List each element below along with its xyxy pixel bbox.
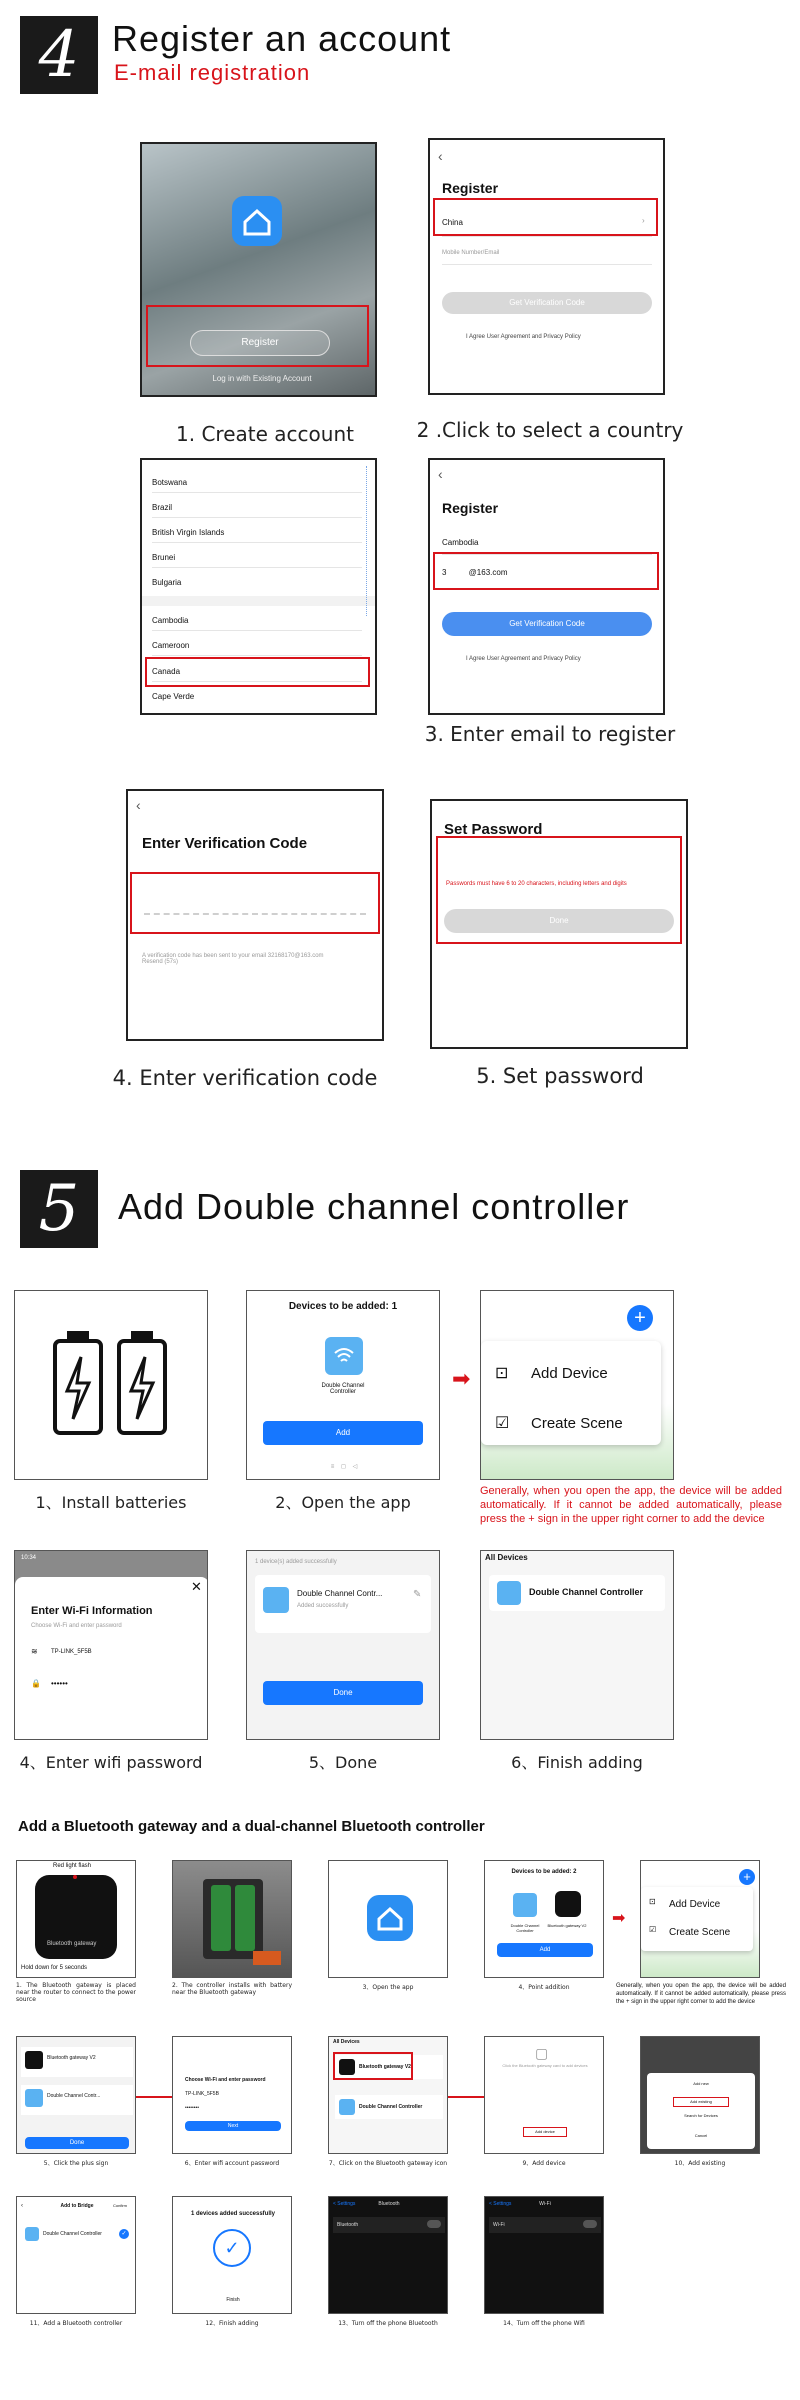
caption-wifi-password: 4、Enter wifi password	[19, 1753, 203, 1772]
add-device-note: Click the Bluetooth gateway card to add devices	[502, 2063, 588, 2068]
panel-bt-off	[328, 2196, 448, 2314]
bluetooth-section-title: Add a Bluetooth gateway and a dual-channel Bluetooth controller	[18, 1818, 485, 1835]
caption-done: 5、Done	[308, 1753, 378, 1772]
panel-wifi-off	[484, 2196, 604, 2314]
all-devices-heading: All Devices	[485, 1553, 528, 1562]
plus-icon[interactable]: +	[739, 1869, 755, 1885]
register-button[interactable]: Register	[190, 330, 330, 356]
wifi-device-icon	[339, 2099, 355, 2115]
add-to-bridge-heading: Add to Bridge	[60, 2203, 94, 2209]
device-name[interactable]: Bluetooth gateway V2	[359, 2064, 411, 2070]
email-input[interactable]: Mobile Number/Email	[442, 250, 500, 256]
list-item[interactable]: Cambodia	[152, 616, 189, 625]
alphabet-index-scrollbar[interactable]	[366, 466, 370, 616]
back-icon[interactable]: ‹	[438, 148, 443, 164]
devices-to-add-heading: Devices to be added: 1	[288, 1301, 398, 1312]
next-button[interactable]: Next	[185, 2121, 281, 2131]
cancel-option[interactable]: Cancel	[694, 2133, 708, 2138]
wifi-device-icon	[25, 2089, 43, 2107]
highlight-code	[130, 872, 380, 934]
gateway-device-icon	[555, 1891, 581, 1917]
devices-to-add-heading: Devices to be added: 2	[511, 1869, 577, 1875]
bt-caption-10: 10、Add existing	[674, 2160, 726, 2167]
create-scene-menu-item[interactable]: Create Scene	[531, 1415, 623, 1432]
back-icon[interactable]: ‹	[438, 466, 443, 482]
add-device-button[interactable]: Add device	[523, 2127, 567, 2137]
red-light-label: Red light flash	[53, 1863, 92, 1869]
wifi-icon: ≋	[31, 1647, 38, 1656]
finish-button[interactable]: Finish	[226, 2297, 240, 2303]
list-item[interactable]: Canada	[152, 667, 181, 676]
device-name: Double Channel Contr...	[297, 1589, 383, 1598]
panel-bt-add-menu	[640, 1860, 760, 1978]
country-field[interactable]: Cambodia	[442, 538, 479, 547]
step-number-badge: 4	[20, 16, 98, 94]
bt-caption-14: 14、Turn off the phone Wifi	[503, 2320, 585, 2327]
highlight-email	[433, 552, 659, 590]
wifi-device-icon	[513, 1893, 537, 1917]
panel-bt-open-app	[328, 1860, 448, 1978]
confirm-button[interactable]: Confirm	[113, 2203, 128, 2208]
wifi-device-icon	[325, 1337, 363, 1375]
caption-install-batteries: 1、Install batteries	[35, 1493, 187, 1512]
bt-caption-12: 12、Finish adding	[205, 2320, 259, 2327]
bluetooth-heading: Bluetooth	[378, 2201, 400, 2207]
panel-done	[246, 1550, 440, 1740]
create-scene-menu-item[interactable]: Create Scene	[669, 1927, 731, 1938]
caption-finish: 6、Finish adding	[511, 1753, 643, 1772]
gateway-logo: Bluetooth gateway	[47, 1941, 97, 1947]
wifi-heading: Wi-Fi	[539, 2201, 551, 2207]
nav-bar-icons: ≡ ◻ ◁	[330, 1464, 358, 1470]
wifi-toggle[interactable]	[583, 2220, 597, 2228]
caption-4: 4. Enter verification code	[112, 1066, 378, 1090]
plus-icon[interactable]: +	[627, 1305, 653, 1331]
gateway-device-icon	[25, 2051, 43, 2069]
wifi-heading: Enter Wi-Fi Information	[31, 1605, 153, 1617]
login-link[interactable]: Log in with Existing Account	[212, 374, 312, 383]
bt-caption-11: 11、Add a Bluetooth controller	[29, 2320, 123, 2327]
bt-auto-add-note: Generally, when you open the app, the device will be added automatically. If it cannot be added automatically, please press the + sign in the upper right corner to add the device	[616, 1983, 786, 2005]
agreement-text[interactable]: I Agree User Agreement and Privacy Policy	[466, 334, 581, 340]
settings-back-link[interactable]: < Settings	[489, 2201, 512, 2207]
done-button[interactable]: Done	[263, 1681, 423, 1705]
bt-caption-5: 5、Click the plus sign	[43, 2160, 109, 2167]
bt-caption-7: 7、Click on the Bluetooth gateway icon	[328, 2160, 448, 2167]
caption-1: 1. Create account	[176, 422, 354, 446]
device-name[interactable]: Double Channel Controller	[359, 2104, 423, 2110]
list-item[interactable]: Brunei	[152, 553, 176, 562]
wifi-device-icon	[25, 2227, 39, 2241]
auto-add-note: Generally, when you open the app, the device will be added automatically. If it cannot be added automatically, please press the + sign in the upper right corner to add the device	[480, 1485, 782, 1525]
wifi-password-field[interactable]: ••••••	[51, 1679, 68, 1688]
added-status: 1 devices added successfully	[190, 2211, 276, 2217]
wifi-password-field[interactable]: ••••••••	[185, 2105, 200, 2111]
country-field[interactable]: China	[442, 218, 463, 227]
get-code-button[interactable]: Get Verification Code	[442, 612, 652, 636]
list-item[interactable]: Botswana	[152, 478, 188, 487]
panel-bt-add-existing	[640, 2036, 760, 2154]
wifi-subtext: Choose Wi-Fi and enter password	[31, 1623, 122, 1629]
smart-home-app-icon[interactable]	[367, 1895, 413, 1941]
panel-add-menu	[480, 1290, 674, 1480]
section-title: Add Double channel controller	[118, 1186, 630, 1227]
success-check-icon: ✓	[213, 2229, 251, 2267]
panel-install-batteries	[14, 1290, 208, 1480]
done-button[interactable]: Done	[25, 2137, 129, 2149]
highlight-register	[146, 305, 369, 367]
wifi-heading: Choose Wi-Fi and enter password	[185, 2077, 266, 2083]
red-light-indicator	[73, 1875, 77, 1879]
create-scene-icon: ☑	[495, 1415, 510, 1432]
add-existing-option[interactable]: Add existing	[673, 2097, 729, 2107]
hold-down-label: Hold down for 5 seconds	[21, 1965, 88, 1971]
lock-icon: 🔒	[31, 1679, 41, 1688]
add-device-menu-item[interactable]: Add Device	[669, 1899, 721, 1910]
smart-home-app-icon	[232, 196, 282, 246]
panel-bt-wifi	[172, 2036, 292, 2154]
add-new-option[interactable]: Add new	[693, 2081, 709, 2086]
code-sent-note: A verification code has been sent to your email 32168170@163.com Resend (57s)	[142, 953, 324, 965]
settings-back-link[interactable]: < Settings	[333, 2201, 356, 2207]
bluetooth-row-label: Bluetooth	[337, 2222, 359, 2228]
caption-2: 2 .Click to select a country	[416, 418, 684, 442]
battery-icon	[15, 1291, 208, 1480]
back-icon[interactable]: ‹	[21, 2203, 23, 2209]
add-button[interactable]: Add	[263, 1421, 423, 1445]
panel-open-app	[246, 1290, 440, 1480]
device-added-text: Added successfully	[297, 1603, 349, 1609]
wifi-ssid-field[interactable]: TP-LINK_5F5B	[51, 1649, 92, 1655]
caption-5: 5. Set password	[476, 1064, 644, 1088]
register-heading: Register	[442, 500, 499, 516]
edit-icon[interactable]: ✎	[413, 1589, 422, 1600]
list-item[interactable]: Cameroon	[152, 641, 190, 650]
highlight-password	[436, 836, 682, 944]
device-name: Bluetooth gateway V2	[47, 2055, 96, 2061]
step-number-badge: 5	[20, 1170, 98, 1248]
email-input[interactable]: 3 @163.com	[442, 568, 508, 577]
device-label: Bluetooth gateway V2	[547, 1923, 587, 1928]
panel-finish	[480, 1550, 674, 1740]
highlight-country	[433, 198, 658, 236]
device-label: Double Channel Controller	[510, 1923, 540, 1933]
verification-heading: Enter Verification Code	[142, 835, 308, 852]
section-subtitle: E-mail registration	[114, 60, 311, 85]
highlight-canada	[145, 657, 370, 687]
section-title: Register an account	[112, 18, 452, 59]
device-label: Double Channel Controller	[321, 1383, 365, 1395]
status-time: 10:34	[21, 1555, 37, 1561]
panel-bt-gateway	[16, 1860, 136, 1978]
device-name: Double Channel Contr...	[47, 2093, 101, 2099]
list-item[interactable]: Brazil	[152, 503, 173, 512]
panel-bt-finish	[172, 2196, 292, 2314]
panel-bt-point-add	[484, 1860, 604, 1978]
wifi-row-label: Wi-Fi	[493, 2222, 505, 2228]
caption-3: 3. Enter email to register	[424, 722, 676, 746]
device-name: Double Channel Controller	[43, 2231, 102, 2237]
wifi-device-icon	[497, 1581, 521, 1605]
bt-caption-4: 4、Point addition	[518, 1984, 570, 1991]
bluetooth-toggle[interactable]	[427, 2220, 441, 2228]
checkbox-checked-icon[interactable]: ✓	[119, 2229, 129, 2239]
bt-caption-2: 2. The controller installs with battery near the Bluetooth gateway	[172, 1982, 292, 1996]
list-item[interactable]: British Virgin Islands	[152, 528, 225, 537]
bt-caption-9: 9、Add device	[522, 2160, 566, 2167]
all-devices-heading: All Devices	[333, 2039, 360, 2045]
wifi-ssid-field[interactable]: TP-LINK_5F5B	[185, 2091, 219, 2097]
create-scene-icon: ☑	[649, 1925, 657, 1934]
search-devices-option[interactable]: Search for Devices	[684, 2113, 718, 2118]
password-hint: Passwords must have 6 to 20 characters, including letters and digits	[446, 881, 627, 887]
phone-select-country	[428, 138, 665, 395]
panel-bt-add-device	[484, 2036, 604, 2154]
get-code-button[interactable]: Get Verification Code	[442, 292, 652, 314]
bt-caption-6: 6、Enter wifi account password	[184, 2160, 280, 2167]
list-item[interactable]: Cape Verde	[152, 692, 195, 701]
add-device-menu-item[interactable]: Add Device	[531, 1365, 608, 1382]
panel-bt-add-controller	[16, 2196, 136, 2314]
add-device-icon: ⊡	[649, 1897, 656, 1906]
device-name[interactable]: Double Channel Controller	[529, 1587, 644, 1597]
bt-caption-13: 13、Turn off the phone Bluetooth	[338, 2320, 438, 2327]
password-heading: Set Password	[444, 821, 543, 838]
chevron-right-icon: ›	[642, 216, 645, 225]
wifi-device-icon	[263, 1587, 289, 1613]
done-button[interactable]: Done	[444, 909, 674, 933]
panel-wifi-password	[14, 1550, 208, 1740]
bt-caption-1: 1. The Bluetooth gateway is placed near the router to connect to the power source	[16, 1982, 136, 2003]
arrow-right-icon: ➡	[612, 1910, 626, 1927]
panel-bt-controller	[172, 1860, 292, 1978]
empty-box-icon: ▢	[535, 2045, 549, 2061]
add-button[interactable]: Add	[497, 1943, 593, 1957]
highlight-gateway	[333, 2052, 413, 2080]
close-icon[interactable]: ✕	[191, 1579, 202, 1594]
bt-caption-3: 3、Open the app	[362, 1984, 414, 1991]
list-item[interactable]: Bulgaria	[152, 578, 182, 587]
agreement-text[interactable]: I Agree User Agreement and Privacy Policy	[466, 656, 581, 662]
back-icon[interactable]: ‹	[136, 797, 141, 813]
caption-open-app: 2、Open the app	[275, 1493, 411, 1512]
added-status: 1 device(s) added successfully	[255, 1559, 337, 1565]
register-heading: Register	[442, 180, 499, 196]
arrow-right-icon: ➡	[452, 1366, 471, 1391]
add-device-icon: ⊡	[495, 1365, 509, 1382]
panel-bt-plus	[16, 2036, 136, 2154]
